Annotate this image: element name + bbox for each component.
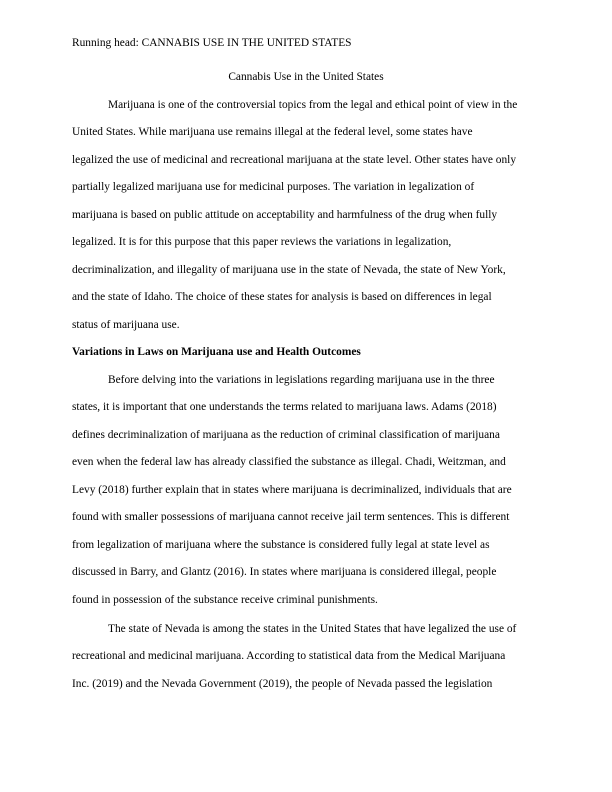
paragraph-line: Inc. (2019) and the Nevada Government (2019), the people of Nevada passed the legislation xyxy=(72,678,493,690)
paragraph-line: United States. While marijuana use remains illegal at the federal level, some states have xyxy=(72,126,473,138)
paragraph-line: states, it is important that one understands the terms related to marijuana laws. Adams (2018) xyxy=(72,401,497,413)
paragraph-line: found in possession of the substance receive criminal punishments. xyxy=(72,594,378,606)
paragraph-line: even when the federal law has already classified the substance as illegal. Chadi, Weitzman, and xyxy=(72,456,506,468)
paragraph-line: discussed in Barry, and Glantz (2016). In states where marijuana is considered illegal, people xyxy=(72,566,497,578)
running-head: Running head: CANNABIS USE IN THE UNITED STATES xyxy=(72,37,352,49)
paragraph-line: partially legalized marijuana use for medicinal purposes. The variation in legalization of xyxy=(72,181,475,193)
paragraph-line: from legalization of marijuana where the substance is considered fully legal at state level as xyxy=(72,539,490,551)
paragraph-line: The state of Nevada is among the states in the United States that have legalized the use of xyxy=(108,623,517,635)
paragraph-line: decriminalization, and illegality of marijuana use in the state of Nevada, the state of New York, xyxy=(72,264,506,276)
paragraph-line: Marijuana is one of the controversial topics from the legal and ethical point of view in the xyxy=(108,99,518,111)
paragraph-line: Levy (2018) further explain that in states where marijuana is decriminalized, individuals that are xyxy=(72,484,512,496)
paragraph-line: marijuana is based on public attitude on acceptability and harmfulness of the drug when fully xyxy=(72,209,498,221)
paragraph-line: recreational and medicinal marijuana. According to statistical data from the Medical Marijuana xyxy=(72,650,506,662)
paragraph-line: status of marijuana use. xyxy=(72,319,180,331)
section-heading: Variations in Laws on Marijuana use and Health Outcomes xyxy=(72,346,361,358)
paragraph-line: legalized the use of medicinal and recreational marijuana at the state level. Other states have only xyxy=(72,154,517,166)
paragraph-line: Before delving into the variations in legislations regarding marijuana use in the three xyxy=(108,374,495,386)
paragraph-line: defines decriminalization of marijuana as the reduction of criminal classification of marijuana xyxy=(72,429,500,441)
paragraph-line: and the state of Idaho. The choice of these states for analysis is based on differences in legal xyxy=(72,291,492,303)
document-title: Cannabis Use in the United States xyxy=(228,71,384,83)
paragraph-line: found with smaller possessions of marijuana cannot receive jail term sentences. This is different xyxy=(72,511,510,523)
paragraph-line: legalized. It is for this purpose that this paper reviews the variations in legalization, xyxy=(72,236,452,248)
